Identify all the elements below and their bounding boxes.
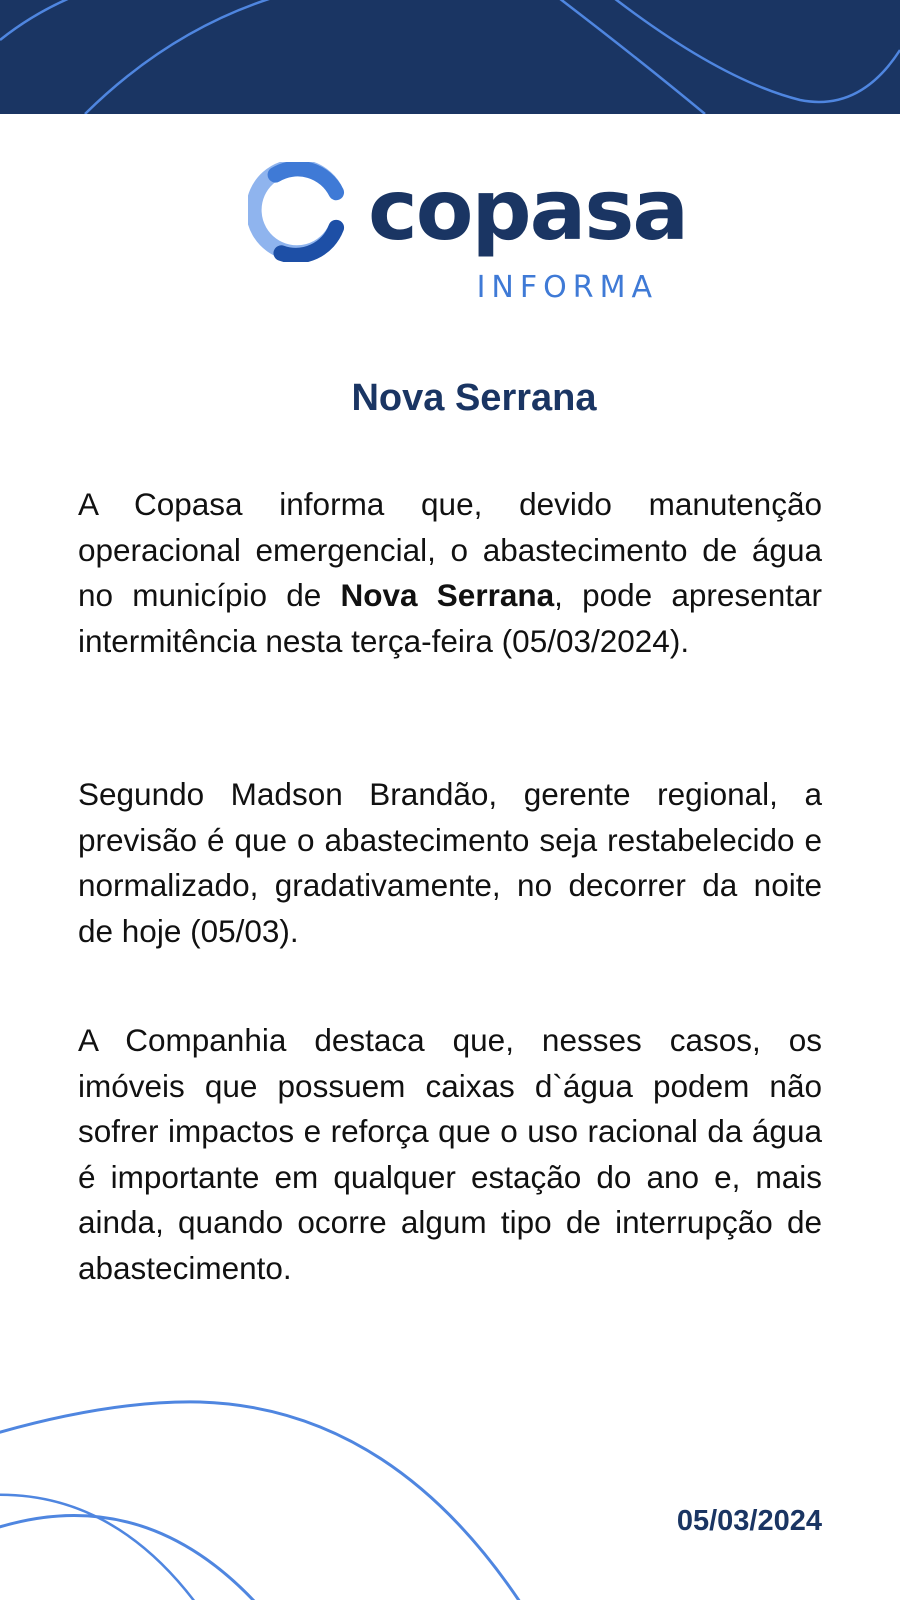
paragraph-2: Segundo Madson Brandão, gerente regional, a previsão é que o abastecimento seja restabelecido e normalizado, gradativamente, no decorrer da noite de hoje (05/03).	[78, 776, 822, 949]
footer-date: 05/03/2024	[676, 1505, 822, 1537]
paragraph-1-start: A Copasa informa que, devido manutenção operacional emergencial, o abastecimento de água no município de	[78, 486, 822, 613]
top-banner	[0, 0, 900, 114]
paragraph-1-city: Nova Serrana	[340, 577, 555, 613]
brand-tagline: INFORMA	[476, 270, 658, 305]
bottom-decoration-curves	[0, 1390, 900, 1600]
paragraph-3: A Companhia destaca que, nesses casos, os imóveis que possuem caixas d`água podem não sofrer impactos e reforça que o uso racional da água é importante em qualquer estação do ano e, mais ainda, quando ocorre algum tipo de interrupção de abastecimento.	[78, 1022, 822, 1286]
bottom-decoration	[0, 1390, 900, 1600]
paragraph-1-end: , pode apresentar intermitência nesta terça-feira (05/03/2024).	[78, 577, 822, 659]
page-title: Nova Serrana	[351, 377, 597, 419]
brand-name: copasa	[368, 161, 687, 259]
copasa-logo	[248, 160, 687, 310]
paragraph-1	[78, 482, 822, 664]
copasa-logo-icon	[248, 162, 346, 262]
top-banner-curves	[0, 0, 900, 114]
